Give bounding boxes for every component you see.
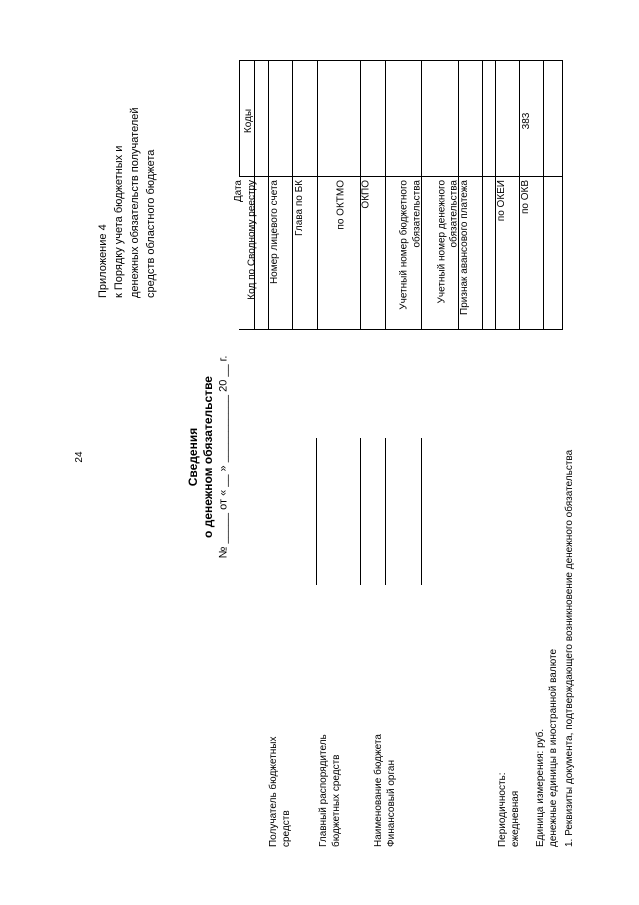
label-okpo: ОКПО: [361, 180, 372, 209]
periodicity-label: Периодичность:: [497, 772, 508, 847]
codes-table-left-border: [239, 60, 240, 176]
appendix-line-2: к Порядку учета бюджетных и: [113, 145, 125, 298]
periodicity-value: ежедневная: [510, 790, 521, 847]
recipient-label-2: средств: [281, 810, 292, 847]
title-subheading: о денежном обязательстве: [200, 376, 215, 538]
page-number: 24: [74, 451, 85, 463]
codes-header: Коды: [243, 108, 254, 134]
codes-row-line: [317, 60, 318, 330]
budget-name-label: Наименование бюджета: [373, 734, 384, 847]
okei-code-value: 383: [521, 112, 532, 130]
manager-fill-line: [360, 438, 361, 585]
codes-table-right-border: [562, 60, 563, 330]
currency-unit-label: денежные единицы в иностранной валюте: [548, 648, 559, 847]
label-money-obligation-2: обязательства: [448, 180, 459, 248]
appendix-line-3: денежных обязательств получателей: [129, 107, 141, 298]
label-money-obligation: Учетный номер денежного: [436, 180, 447, 304]
unit-label: Единица измерения: руб.: [535, 728, 546, 847]
finance-body-label: Финансовый орган: [386, 760, 397, 847]
recipient-label: Получатель бюджетных: [268, 736, 279, 847]
section-1-heading: 1. Реквизиты документа, подтверждающего возникновение денежного обязательства: [564, 449, 575, 847]
codes-row-line: [385, 60, 386, 330]
label-chapter-bk: Глава по БК: [294, 180, 305, 236]
title-heading: Сведения: [185, 427, 200, 487]
budget-fill-line: [385, 438, 386, 585]
appendix-line-1: Приложение 4: [97, 224, 109, 298]
label-advance-payment: Признак авансового платежа: [459, 180, 470, 315]
codes-table-top-border: [239, 60, 563, 61]
label-oktmo: по ОКТМО: [336, 180, 347, 230]
label-date: Дата: [233, 180, 244, 203]
manager-label-2: бюджетных средств: [331, 754, 342, 847]
title-number-date: № _____ от « __ » ___________ 20 __ г.: [217, 355, 230, 559]
label-budget-obligation: Учетный номер бюджетного: [399, 180, 410, 310]
manager-label: Главный распорядитель: [318, 734, 329, 847]
appendix-line-4: средств областного бюджета: [145, 149, 157, 298]
codes-table-bottom-border: [239, 329, 563, 330]
recipient-fill-line: [316, 438, 317, 585]
label-account-number: Номер лицевого счета: [269, 180, 280, 285]
label-registry-code: Код по Сводному реестру: [247, 180, 258, 300]
codes-table-divider: [239, 176, 563, 177]
label-budget-obligation-2: обязательства: [411, 180, 422, 248]
label-okei: по ОКЕИ: [496, 180, 507, 222]
label-okv: по ОКВ: [520, 180, 531, 215]
finance-fill-line: [421, 438, 422, 585]
codes-row-line: [543, 60, 544, 330]
codes-row-line: [482, 60, 483, 330]
codes-row-line: [292, 60, 293, 330]
